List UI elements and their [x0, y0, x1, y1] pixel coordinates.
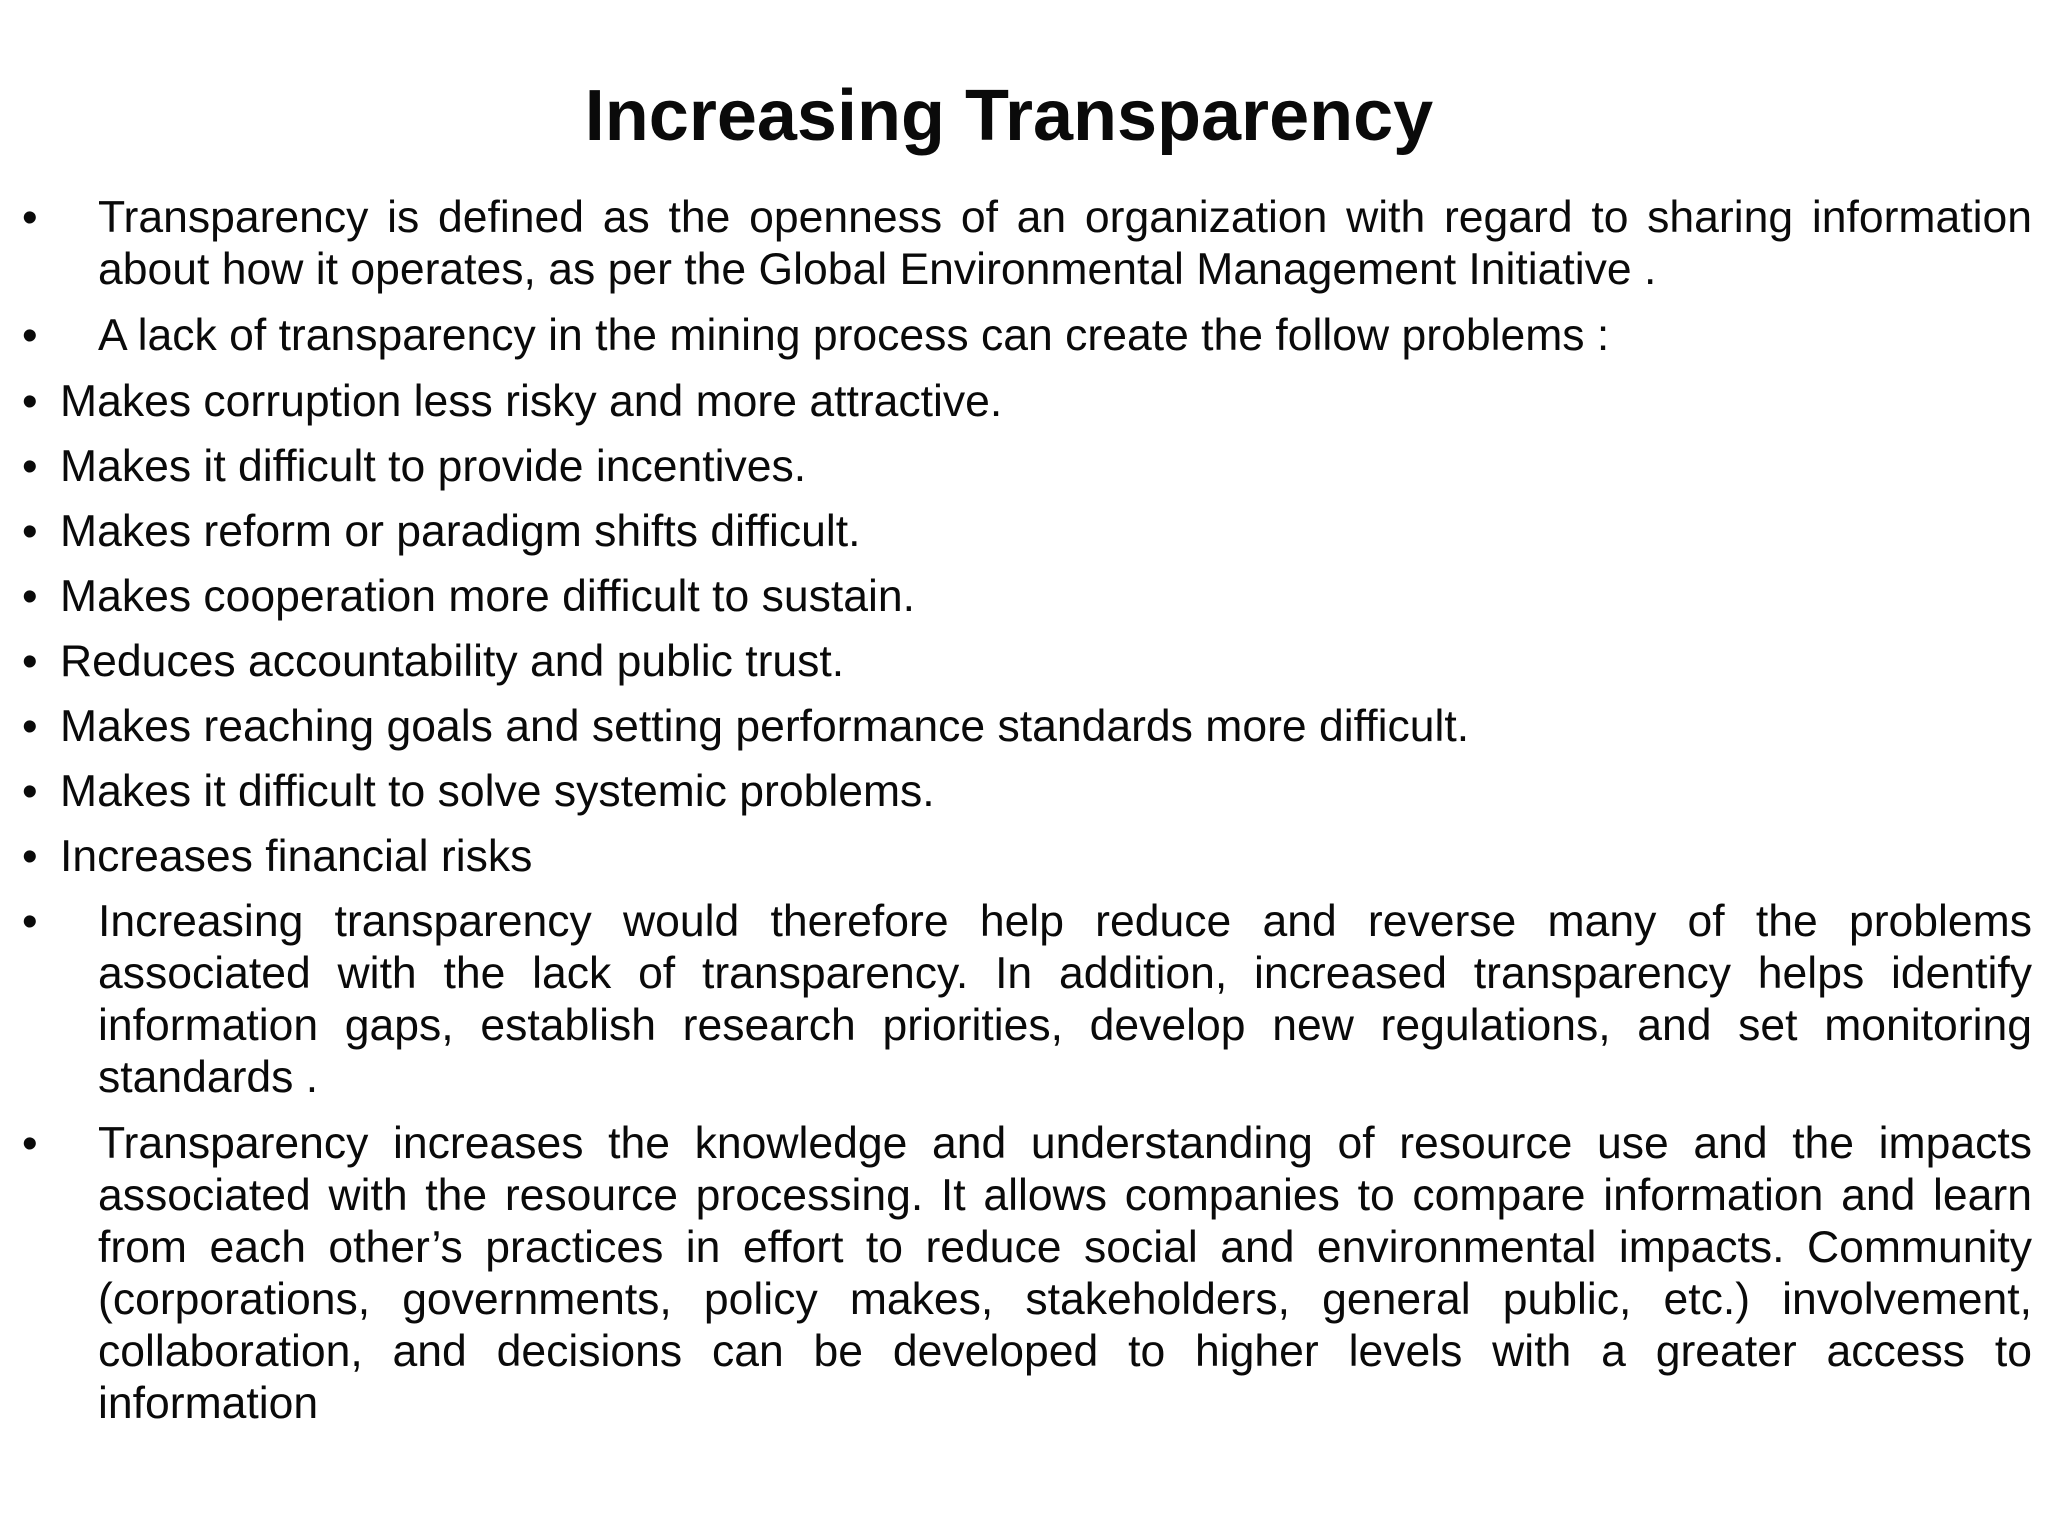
list-item-text: Makes corruption less risky and more attractive. — [60, 377, 1003, 426]
bullet-icon: • — [22, 702, 38, 751]
list-item-text: Makes it difficult to solve systemic problems. — [60, 767, 935, 816]
list-item-text: Transparency increases the knowledge and understanding of resource use and the impacts associated with the resource processing. It allows companies to compare information and learn from each other’s practices in effort to reduce social and environmental impacts. Community (corporations, governments, policy makes, stakeholders, general public, etc.) involvement, collaboration, and decisions can be developed to higher levels with a greater access to information — [98, 1119, 2032, 1428]
list-item-text: A lack of transparency in the mining process can create the follow problems : — [98, 311, 1610, 360]
list-item — [22, 896, 2032, 1104]
sub-list-item — [22, 571, 2032, 623]
sub-list-item — [22, 831, 2032, 883]
bullet-icon: • — [22, 637, 38, 686]
bullet-list — [22, 192, 2032, 1444]
list-item-text: Reduces accountability and public trust. — [60, 637, 845, 686]
bullet-icon: • — [22, 832, 38, 881]
list-item-text: Increases financial risks — [60, 832, 533, 881]
sub-list-item — [22, 441, 2032, 493]
slide-title: Increasing Transparency — [584, 76, 1434, 156]
bullet-icon: • — [22, 897, 38, 946]
bullet-icon: • — [22, 507, 38, 556]
sub-list-item — [22, 376, 2032, 428]
bullet-icon: • — [22, 442, 38, 491]
bullet-icon: • — [22, 1119, 38, 1168]
sub-list-item — [22, 766, 2032, 818]
list-item-text: Transparency is defined as the openness of an organization with regard to sharing information about how it operates, as per the Global Environmental Management Initiative . — [98, 193, 2032, 294]
bullet-icon: • — [22, 572, 38, 621]
list-item — [22, 310, 2032, 362]
list-item-text: Makes cooperation more difficult to sustain. — [60, 572, 915, 621]
bullet-icon: • — [22, 767, 38, 816]
list-item — [22, 1118, 2032, 1430]
sub-list-item — [22, 506, 2032, 558]
bullet-icon: • — [22, 193, 38, 242]
list-item — [22, 192, 2032, 296]
bullet-icon: • — [22, 377, 38, 426]
list-item-text: Makes reaching goals and setting performance standards more difficult. — [60, 702, 1470, 751]
bullet-icon: • — [22, 311, 38, 360]
list-item-text: Makes it difficult to provide incentives. — [60, 442, 807, 491]
list-item-text: Increasing transparency would therefore help reduce and reverse many of the problems associated with the lack of transparency. In addition, increased transparency helps identify information gaps, establish research priorities, develop new regulations, and set monitoring standards . — [98, 897, 2032, 1102]
sub-list-item — [22, 701, 2032, 753]
list-item-text: Makes reform or paradigm shifts difficult. — [60, 507, 861, 556]
sub-list-item — [22, 636, 2032, 688]
